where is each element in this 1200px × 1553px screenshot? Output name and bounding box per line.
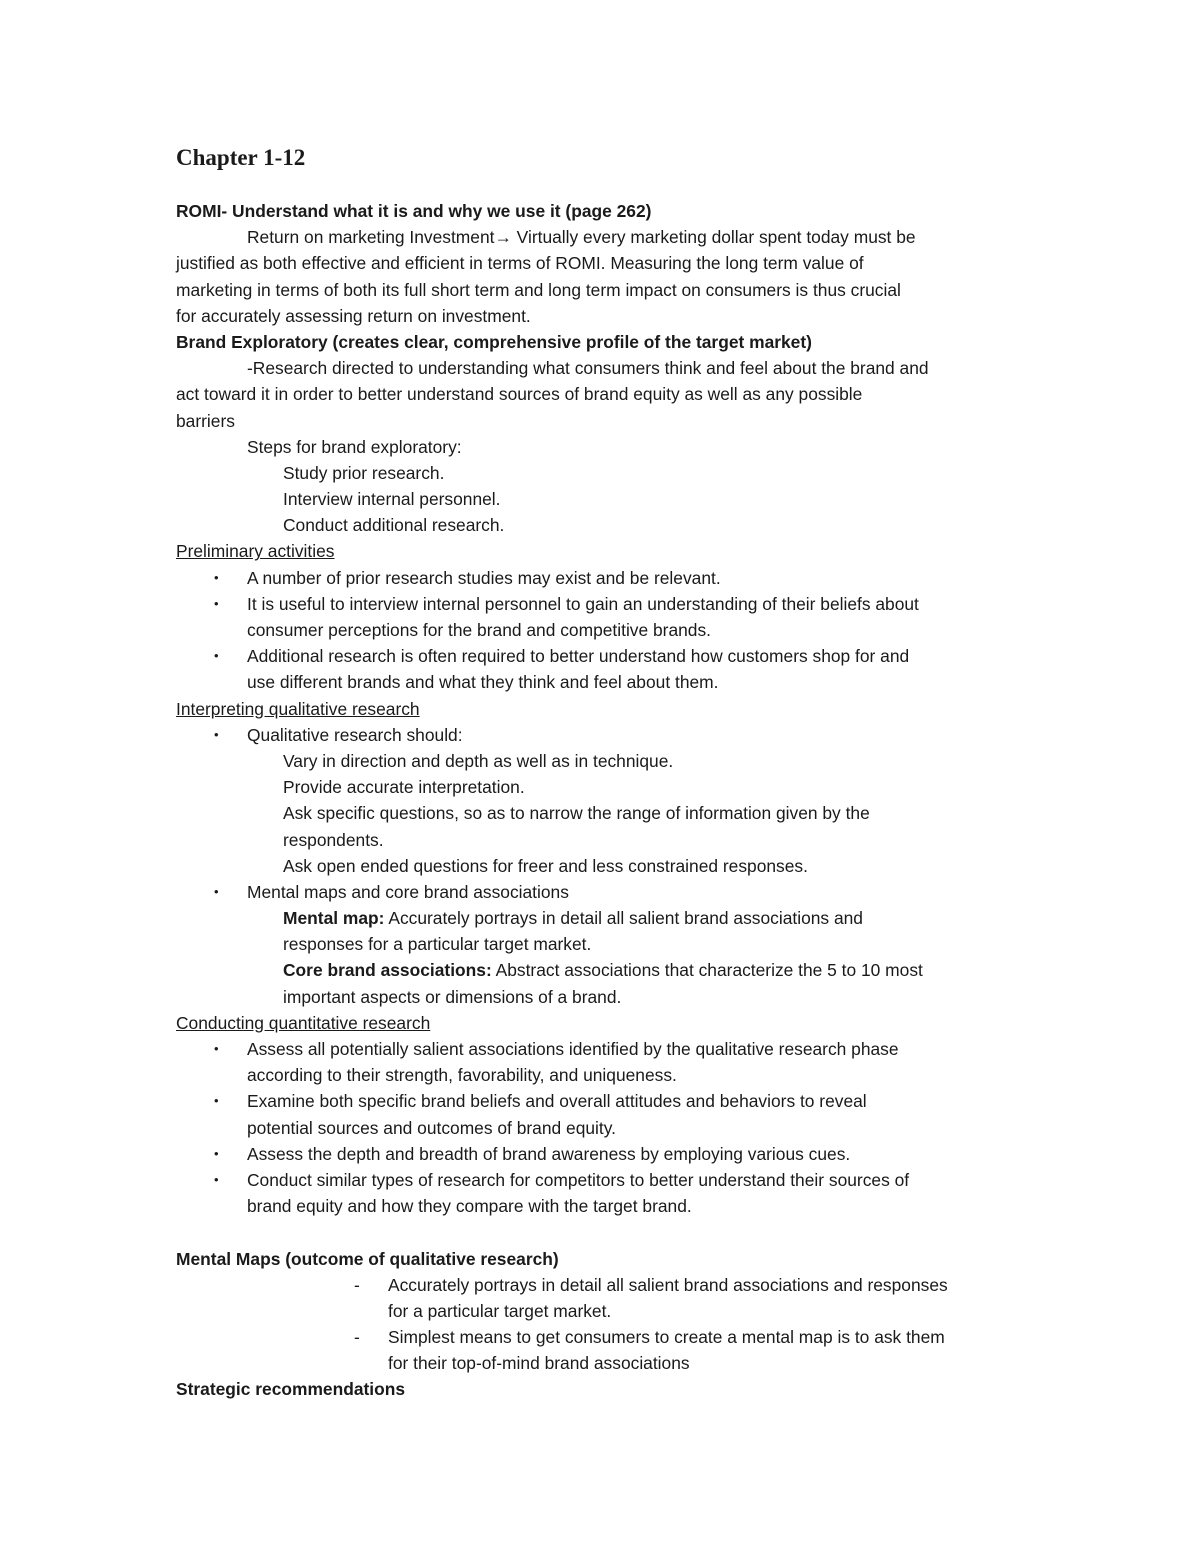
steps-label: Steps for brand exploratory: <box>247 436 462 457</box>
list-item <box>176 1036 1036 1062</box>
dash-item-continuation: for their top-of-mind brand associations <box>388 1353 690 1374</box>
bullet-icon: • <box>214 726 219 742</box>
bullet-icon: • <box>214 1093 219 1109</box>
list-item-continuation: potential sources and outcomes of brand equity. <box>247 1117 616 1138</box>
dash-item-continuation: for a particular target market. <box>388 1300 612 1321</box>
strategic-heading: Strategic recommendations <box>176 1379 406 1400</box>
definition-continuation: important aspects or dimensions of a brand. <box>283 986 622 1007</box>
brand-exploratory-text-line: barriers <box>176 410 235 431</box>
blank-line <box>176 1219 1036 1245</box>
list-item <box>176 643 1036 669</box>
romi-text-line: for accurately assessing return on investment. <box>176 305 531 326</box>
list-item-text: Conduct similar types of research for competitors to better understand their sources of <box>247 1169 910 1190</box>
list-item-continuation: brand equity and how they compare with the target brand. <box>247 1196 692 1217</box>
conducting-heading: Conducting quantitative research <box>176 1012 431 1033</box>
dash-item <box>176 1324 1036 1350</box>
bullet-icon: • <box>214 883 219 899</box>
list-item <box>176 591 1036 617</box>
bullet-icon: • <box>214 1041 219 1056</box>
step-item: Interview internal personnel. <box>283 489 501 510</box>
list-item-continuation: according to their strength, favorability, and uniqueness. <box>247 1065 677 1086</box>
bullet-icon: • <box>214 595 219 611</box>
list-item <box>176 879 1036 905</box>
romi-heading: ROMI- Understand what it is and why we use it (page 262) <box>176 201 652 221</box>
list-item-text: Assess the depth and breadth of brand awareness by employing various cues. <box>247 1143 851 1164</box>
step-item: Study prior research. <box>283 462 445 483</box>
dash-item-text: Simplest means to get consumers to create a mental map is to ask them <box>388 1327 945 1348</box>
definition-term: Core brand associations: <box>283 960 492 981</box>
list-item <box>176 722 1036 748</box>
list-item <box>176 1141 1036 1167</box>
list-item <box>176 1088 1036 1114</box>
list-item-text: It is useful to interview internal personnel to gain an understanding of their beliefs about <box>247 593 919 614</box>
sub-item-continuation: respondents. <box>283 829 384 850</box>
definition-text: Abstract associations that characterize the 5 to 10 most <box>491 960 923 981</box>
bullet-icon: • <box>214 1145 219 1161</box>
list-item-continuation: consumer perceptions for the brand and competitive brands. <box>247 620 712 640</box>
bullet-icon: • <box>214 648 219 664</box>
preliminary-heading: Preliminary activities <box>176 541 335 562</box>
definition-term: Mental map: <box>283 908 385 929</box>
list-item-text: Assess all potentially salient associations identified by the qualitative research phase <box>247 1039 899 1059</box>
brand-exploratory-text-line: act toward it in order to better understand sources of brand equity as well as any possible <box>176 384 863 405</box>
list-item <box>176 565 1036 591</box>
romi-text-line: justified as both effective and efficient in terms of ROMI. Measuring the long term value of <box>176 253 864 274</box>
list-item-continuation: use different brands and what they think and feel about them. <box>247 672 719 693</box>
definition-mental-map <box>176 905 1036 931</box>
sub-item: Provide accurate interpretation. <box>283 777 525 798</box>
sub-item: Ask specific questions, so as to narrow the range of information given by the <box>283 803 870 824</box>
dash-item-text: Accurately portrays in detail all salient brand associations and responses <box>388 1274 948 1295</box>
definition-continuation: responses for a particular target market. <box>283 934 592 955</box>
list-item-text: Additional research is often required to better understand how customers shop for and <box>247 646 910 667</box>
sub-item: Vary in direction and depth as well as in technique. <box>283 750 674 771</box>
step-item: Conduct additional research. <box>283 515 505 536</box>
interpreting-heading: Interpreting qualitative research <box>176 698 420 719</box>
page-title: Chapter 1-12 <box>176 145 306 170</box>
dash-item <box>176 1272 1036 1298</box>
dash-icon: - <box>354 1327 360 1348</box>
sub-item: Ask open ended questions for freer and less constrained responses. <box>283 855 808 876</box>
dash-icon: - <box>354 1274 360 1295</box>
brand-exploratory-heading: Brand Exploratory (creates clear, comprehensive profile of the target market) <box>176 331 812 352</box>
list-item-text: Qualitative research should: <box>247 724 463 745</box>
definition-text: Accurately portrays in detail all salient brand associations and <box>384 908 863 929</box>
definition-core-brand-associations <box>176 957 1036 983</box>
bullet-icon: • <box>214 1171 219 1187</box>
romi-text-line: Return on marketing Investment→ Virtually every marketing dollar spent today must be <box>247 227 916 248</box>
mental-maps-heading: Mental Maps (outcome of qualitative research) <box>176 1248 559 1269</box>
list-item-text: A number of prior research studies may exist and be relevant. <box>247 567 721 588</box>
bullet-icon: • <box>214 569 219 585</box>
list-item-text: Mental maps and core brand associations <box>247 881 569 902</box>
romi-text-line: marketing in terms of both its full short term and long term impact on consumers is thus crucial <box>176 279 901 300</box>
brand-exploratory-text-line: -Research directed to understanding what consumers think and feel about the brand and <box>247 358 929 379</box>
list-item <box>176 1167 1036 1193</box>
document-body <box>176 140 1036 1403</box>
list-item-text: Examine both specific brand beliefs and overall attitudes and behaviors to reveal <box>247 1091 867 1112</box>
